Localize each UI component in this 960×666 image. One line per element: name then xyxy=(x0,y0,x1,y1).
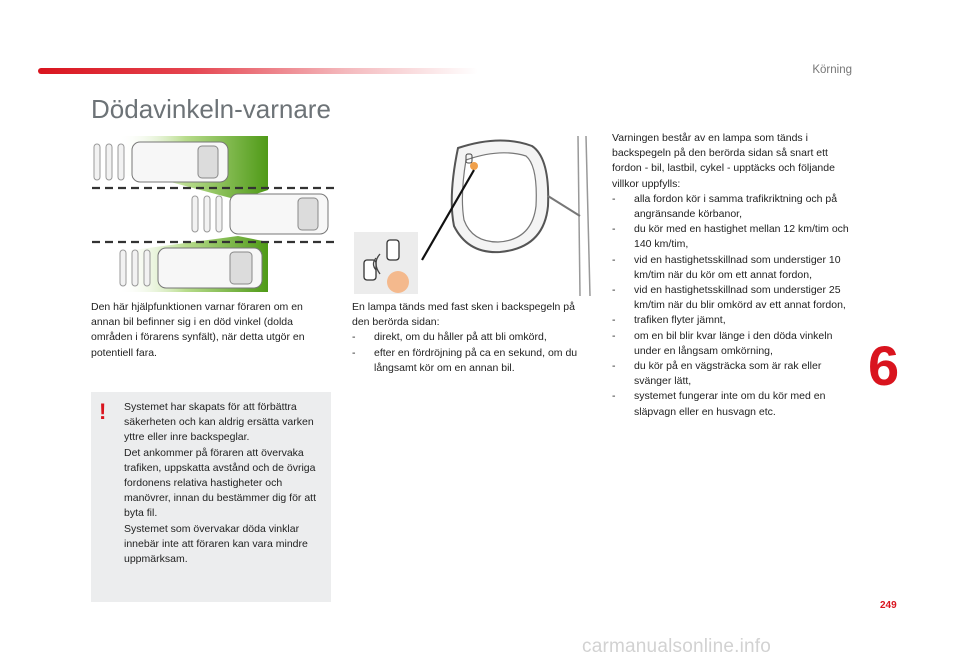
conditions-intro: Varningen består av en lampa som tänds i backspegeln på den berörda sidan så snart ett fordon - bil, lastbil, cykel - upptäcks och följande villkor uppfylls: xyxy=(612,132,835,190)
warning-box xyxy=(91,392,331,602)
exclamation-warning-icon: ! xyxy=(99,399,107,424)
list-item: - om en bil blir kvar länge i den döda vinkeln under en långsam omkörning, xyxy=(612,329,852,359)
warning-paragraph: Systemet som övervakar döda vinklar innebär inte att föraren kan vara mindre uppmärksam. xyxy=(124,522,308,566)
section-title: Körning xyxy=(812,64,852,76)
lamp-text xyxy=(352,300,588,376)
list-item: - vid en hastighetsskillnad som understiger 10 km/tim när du kör om ett annat fordon, xyxy=(612,253,852,283)
vehicle-top xyxy=(94,142,228,182)
page-number: 249 xyxy=(880,600,897,611)
conditions-list xyxy=(612,192,852,420)
lamp-intro: En lampa tänds med fast sken i backspegeln på den berörda sidan: xyxy=(352,301,575,329)
chapter-number: 6 xyxy=(868,334,900,397)
intro-paragraph: Den här hjälpfunktionen varnar föraren om en annan bil befinner sig i en död vinkel (dolda områden i förarens synfält), när detta utgör en potentiell fara. xyxy=(91,301,305,359)
list-item: - du kör på en vägsträcka som är rak eller svänger lätt, xyxy=(612,359,852,389)
list-item: - du kör med en hastighet mellan 12 km/tim och 140 km/tim, xyxy=(612,222,852,252)
lamp-detail-inset xyxy=(354,232,418,294)
blind-spot-illustration xyxy=(88,136,338,298)
header-accent-bar xyxy=(38,68,478,74)
warning-paragraph: Det ankommer på föraren att övervaka trafiken, uppskatta avstånd och de övriga fordonens relativa hastigheter och manövrer, innan du bestämmer dig för att byta fil. xyxy=(124,446,317,520)
warning-paragraph: Systemet har skapats för att förbättra säkerheten och kan aldrig ersätta varken yttre eller inre backspeglar. xyxy=(124,401,314,444)
warning-text xyxy=(124,400,324,567)
lamp-detail-glow xyxy=(387,271,409,293)
list-item: - systemet fungerar inte om du kör med en släpvagn eller en husvagn etc. xyxy=(612,389,852,419)
intro-text xyxy=(91,300,331,361)
list-item: - vid en hastighetsskillnad som understiger 25 km/tim när du blir omkörd av ett annat fordon, xyxy=(612,283,852,313)
list-item: - efter en fördröjning på ca en sekund, om du långsamt kör om en annan bil. xyxy=(352,346,588,376)
list-item: - direkt, om du håller på att bli omkörd, xyxy=(352,330,588,345)
list-item: - trafiken flyter jämnt, xyxy=(612,313,852,328)
watermark: carmanualsonline.info xyxy=(582,636,772,657)
conditions-text xyxy=(612,131,852,420)
list-item: - alla fordon kör i samma trafikriktning och på angränsande körbanor, xyxy=(612,192,852,222)
vehicle-center xyxy=(192,194,328,234)
lamp-list xyxy=(352,330,588,376)
page-title: Dödavinkeln-varnare xyxy=(91,94,331,124)
mirror-lamp-illustration xyxy=(350,136,600,296)
